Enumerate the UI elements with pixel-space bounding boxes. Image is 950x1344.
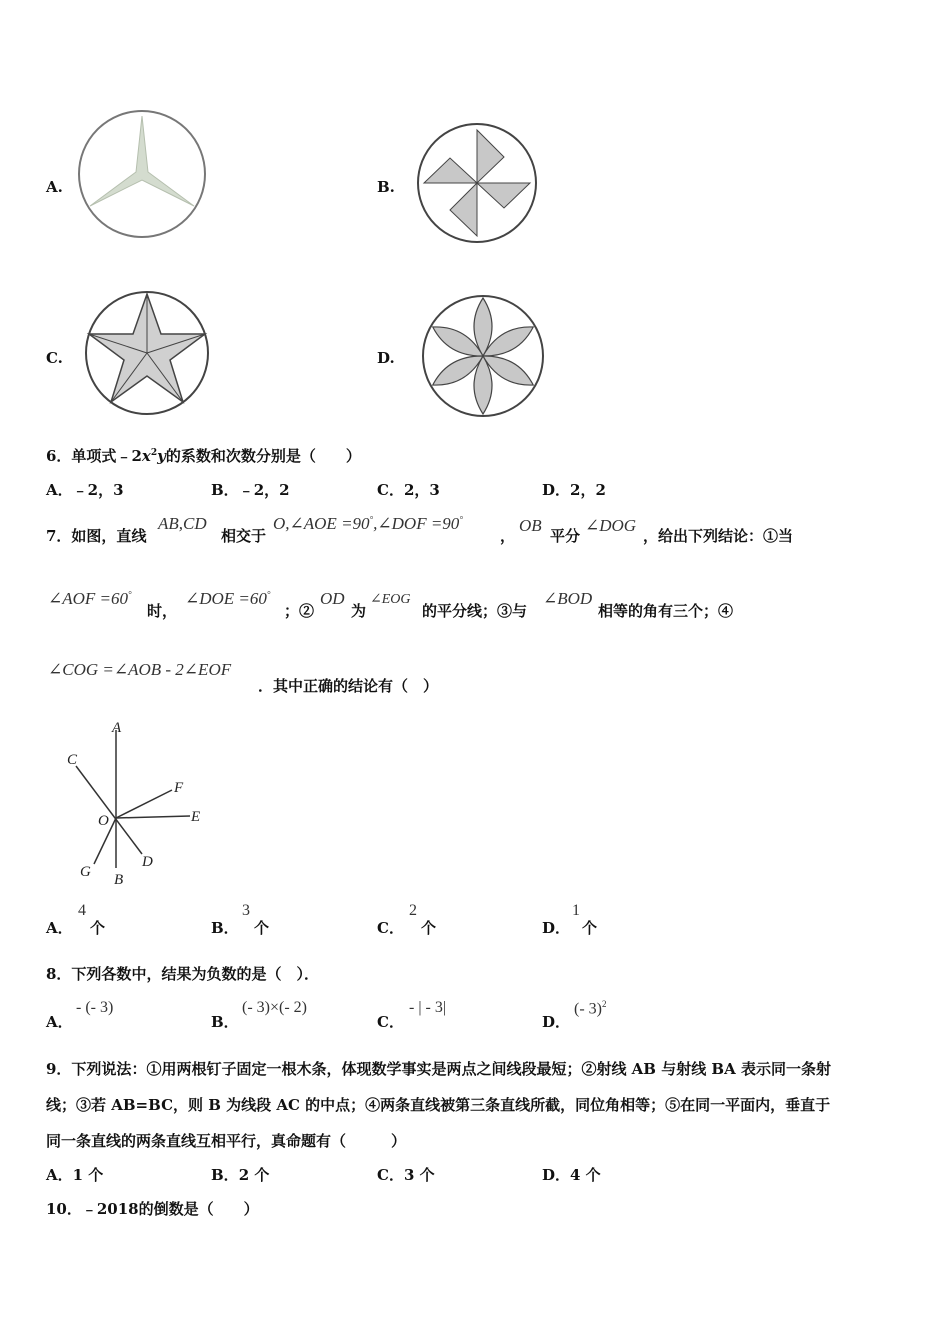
q8-option-b-expr: (- 3)×(- 2)	[242, 999, 307, 1016]
q9-line1: 9．下列说法：①用两根钉子固定一根木条，体现数学事实是两点之间线段最短；②射线 AB 与射线 BA 表示同一条射	[46, 1060, 831, 1078]
q7-bod: ∠BOD	[543, 589, 593, 608]
q6-option-a[interactable]: A．﹣2，3	[46, 481, 124, 499]
q7-line1-suffix: ，给出下列结论：①当	[643, 527, 794, 545]
q6-mono-x: x	[141, 447, 151, 465]
q7-c2-suffix: 的平分线；③与	[422, 602, 528, 620]
label-e: E	[191, 809, 201, 825]
q10-stem	[46, 1198, 259, 1219]
q7-dog: ∠DOG	[585, 516, 637, 535]
ray-oe	[116, 816, 190, 818]
q7-cond: O,∠AOE =90°,∠DOF =90°	[273, 514, 463, 533]
label-d: D	[142, 854, 153, 870]
q6-mono-exp: 2	[150, 448, 158, 458]
q9-line2: 线；③若 AB=BC，则 B 为线段 AC 的中点；④两条直线被第三条直线所截，同位角相等；⑤在同一平面内，垂直于	[46, 1096, 831, 1114]
q5-figure-d	[421, 294, 545, 418]
label-b: B	[114, 872, 124, 888]
q7-comma: ，	[500, 527, 516, 545]
label-g: G	[80, 864, 91, 880]
q8-option-c-expr: - | - 3|	[409, 999, 447, 1016]
q10-prefix: 10．	[46, 1200, 82, 1218]
q7-option-c[interactable]: C．	[377, 919, 404, 937]
q7-c4-suffix: ．其中正确的结论有（ ）	[258, 677, 439, 695]
q8-option-a-expr: - (- 3)	[76, 999, 114, 1016]
q9-option-d[interactable]: D．4 个	[542, 1166, 601, 1184]
q7-aof: ∠AOF =60°	[48, 589, 132, 608]
q10-number: ﹣2018	[81, 1200, 139, 1218]
q8-option-c[interactable]: C．	[377, 1013, 404, 1031]
label-f: F	[174, 780, 184, 796]
q5-option-d-label: D.	[377, 349, 395, 367]
q7-option-b-unit: 个	[254, 919, 270, 937]
q7-lines-ab-cd: AB,CD	[158, 514, 207, 533]
q7-line1-prefix: 7．如图，直线	[46, 527, 147, 545]
ray-of	[116, 790, 172, 818]
q5-option-c-label: C.	[46, 349, 63, 367]
q7-od: OD	[320, 589, 345, 608]
q7-eog: ∠EOG	[370, 592, 411, 607]
q6-mono-y: y	[157, 447, 166, 465]
q7-intersect: 相交于	[221, 527, 267, 545]
q8-option-d-expr: (- 3)$^2$	[574, 999, 607, 1018]
q5-figure-c	[84, 290, 210, 416]
q7-is: 为	[351, 602, 367, 620]
q7-option-b[interactable]: B．	[211, 919, 239, 937]
q7-c3-suffix: 相等的角有三个；④	[598, 602, 734, 620]
q7-option-a-num: 4	[78, 902, 86, 919]
q7-option-a-unit: 个	[90, 919, 106, 937]
q9-line3: 同一条直线的两条直线互相平行，真命题有（ ）	[46, 1132, 407, 1150]
q7-doe: ∠DOE =60°	[185, 589, 271, 608]
q8-option-b[interactable]: B．	[211, 1013, 239, 1031]
q7-c4-formula: ∠COG =∠AOB - 2∠EOF	[48, 660, 232, 679]
q7-option-c-unit: 个	[421, 919, 437, 937]
q7-then: 时，	[147, 602, 178, 620]
q7-option-d-unit: 个	[582, 919, 598, 937]
q6-mono-sign: ﹣2	[116, 447, 142, 465]
label-o: O	[98, 813, 109, 829]
q8-option-d[interactable]: D．	[542, 1013, 571, 1031]
q7-option-d-num: 1	[572, 902, 580, 919]
q6-option-d[interactable]: D．2，2	[542, 481, 606, 499]
q5-option-a-label: A.	[46, 178, 63, 196]
label-c: C	[67, 752, 78, 768]
q7-ob: OB	[519, 516, 542, 535]
q5-figure-a	[78, 110, 208, 240]
q7-option-a[interactable]: A．	[46, 919, 73, 937]
q6-option-c[interactable]: C．2，3	[377, 481, 440, 499]
q6-suffix: 的系数和次数分别是（ ）	[165, 447, 361, 465]
q7-option-c-num: 2	[409, 902, 417, 919]
q7-figure	[60, 716, 220, 888]
label-a: A	[112, 720, 122, 736]
q5-figure-b	[416, 122, 538, 244]
q9-option-b[interactable]: B．2 个	[211, 1166, 270, 1184]
q7-bisects: 平分	[550, 527, 581, 545]
q9-option-c[interactable]: C．3 个	[377, 1166, 435, 1184]
q10-suffix: 的倒数是（ ）	[138, 1200, 259, 1218]
q7-c2-prefix: ；②	[284, 602, 315, 620]
q6-option-b[interactable]: B．﹣2，2	[211, 481, 290, 499]
q9-option-a[interactable]: A．1 个	[46, 1166, 104, 1184]
q5-option-b-label: B.	[377, 178, 395, 196]
q6-prefix: 6．单项式	[46, 447, 117, 465]
q8-stem: 8．下列各数中，结果为负数的是（ ）．	[46, 965, 319, 983]
q6-stem	[46, 445, 361, 466]
q8-option-a[interactable]: A．	[46, 1013, 73, 1031]
q7-option-b-num: 3	[242, 902, 250, 919]
q7-option-d[interactable]: D．	[542, 919, 571, 937]
